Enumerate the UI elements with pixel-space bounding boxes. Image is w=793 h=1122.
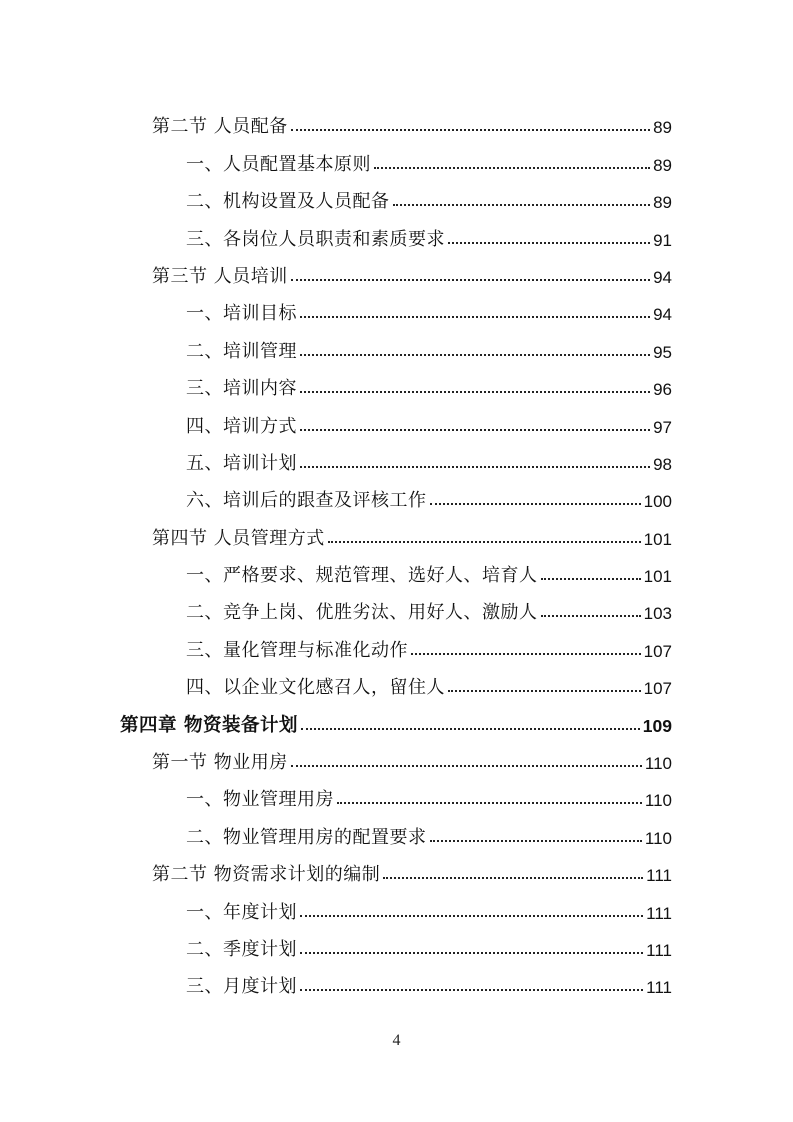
toc-entry-title: 一、严格要求、规范管理、选好人、培育人 bbox=[186, 565, 538, 587]
toc-entry-page: 111 bbox=[646, 978, 672, 998]
dot-leader bbox=[448, 690, 641, 692]
dot-leader bbox=[300, 354, 650, 356]
toc-entry-page: 89 bbox=[653, 155, 672, 175]
toc-entry-title: 一、人员配置基本原则 bbox=[186, 153, 371, 175]
toc-entry[interactable] bbox=[120, 737, 672, 774]
toc-entry[interactable] bbox=[120, 849, 672, 886]
toc-entry-page: 103 bbox=[643, 604, 672, 624]
toc-entry-page: 98 bbox=[653, 454, 672, 474]
dot-leader bbox=[448, 242, 650, 244]
toc-entry-page: 101 bbox=[643, 529, 672, 549]
toc-entry[interactable] bbox=[120, 774, 672, 811]
toc-entry-page: 100 bbox=[643, 492, 672, 512]
toc-entry[interactable] bbox=[120, 176, 672, 213]
toc-entry-title: 六、培训后的跟查及评核工作 bbox=[186, 490, 427, 512]
toc-entry-title: 四、以企业文化感召人，留住人 bbox=[186, 677, 445, 699]
toc-entry-title: 一、年度计划 bbox=[186, 901, 297, 923]
toc-entry-page: 111 bbox=[646, 940, 672, 960]
toc-entry-title: 二、竞争上岗、优胜劣汰、用好人、激励人 bbox=[186, 602, 538, 624]
toc-entry[interactable] bbox=[120, 924, 672, 961]
dot-leader bbox=[300, 989, 643, 991]
toc-entry[interactable] bbox=[120, 475, 672, 512]
toc-entry[interactable] bbox=[120, 288, 672, 325]
dot-leader bbox=[300, 316, 650, 318]
toc-entry[interactable] bbox=[120, 699, 672, 736]
dot-leader bbox=[300, 952, 643, 954]
toc-entry-page: 110 bbox=[644, 791, 672, 811]
dot-leader bbox=[300, 915, 643, 917]
toc-entry-page: 110 bbox=[644, 754, 672, 774]
toc-entry[interactable] bbox=[120, 587, 672, 624]
toc-entry-title: 二、物业管理用房的配置要求 bbox=[186, 826, 427, 848]
toc-entry[interactable] bbox=[120, 363, 672, 400]
toc-entry-title: 一、培训目标 bbox=[186, 303, 297, 325]
toc-entry[interactable] bbox=[120, 325, 672, 362]
toc-entry[interactable] bbox=[120, 101, 672, 138]
toc-entry-page: 97 bbox=[653, 417, 672, 437]
dot-leader bbox=[541, 578, 641, 580]
dot-leader bbox=[337, 802, 642, 804]
toc-entry-page: 95 bbox=[653, 342, 672, 362]
toc-entry-page: 94 bbox=[653, 267, 672, 287]
toc-entry-page: 110 bbox=[644, 828, 672, 848]
toc-entry-title: 第二节 物资需求计划的编制 bbox=[152, 864, 381, 886]
toc-entry-title: 四、培训方式 bbox=[186, 415, 297, 437]
toc-entry-title: 三、各岗位人员职责和素质要求 bbox=[186, 228, 445, 250]
toc-entry-title: 二、培训管理 bbox=[186, 340, 297, 362]
toc-entry-page: 96 bbox=[653, 380, 672, 400]
toc-entry-page: 111 bbox=[646, 866, 672, 886]
dot-leader bbox=[430, 503, 641, 505]
toc-entry-page: 101 bbox=[643, 567, 672, 587]
toc-entry[interactable] bbox=[120, 624, 672, 661]
dot-leader bbox=[374, 167, 650, 169]
page-number: 4 bbox=[392, 1032, 401, 1049]
dot-leader bbox=[411, 653, 641, 655]
dot-leader bbox=[301, 728, 640, 730]
toc-entry-title: 三、月度计划 bbox=[186, 976, 297, 998]
toc-entry-page: 107 bbox=[643, 679, 672, 699]
toc-entry-page: 91 bbox=[653, 230, 672, 250]
toc-entry-title: 三、量化管理与标准化动作 bbox=[186, 639, 408, 661]
toc-entry[interactable] bbox=[120, 251, 672, 288]
dot-leader bbox=[300, 466, 650, 468]
toc-entry-title: 一、物业管理用房 bbox=[186, 789, 334, 811]
dot-leader bbox=[291, 129, 650, 131]
toc-entry-title: 第四章 物资装备计划 bbox=[120, 714, 298, 736]
dot-leader bbox=[393, 204, 651, 206]
dot-leader bbox=[430, 840, 642, 842]
toc-entry-title: 第四节 人员管理方式 bbox=[152, 527, 325, 549]
toc-entry-page: 109 bbox=[642, 715, 672, 736]
dot-leader bbox=[291, 765, 642, 767]
table-of-contents bbox=[120, 101, 672, 998]
toc-entry[interactable] bbox=[120, 138, 672, 175]
dot-leader bbox=[383, 877, 643, 879]
toc-entry-title: 三、培训内容 bbox=[186, 378, 297, 400]
dot-leader bbox=[300, 429, 650, 431]
toc-entry[interactable] bbox=[120, 400, 672, 437]
dot-leader bbox=[541, 615, 641, 617]
toc-entry-title: 第一节 物业用房 bbox=[152, 752, 288, 774]
toc-entry-title: 第三节 人员培训 bbox=[152, 265, 288, 287]
toc-entry[interactable] bbox=[120, 438, 672, 475]
toc-entry[interactable] bbox=[120, 512, 672, 549]
toc-entry-title: 第二节 人员配备 bbox=[152, 116, 288, 138]
toc-entry-title: 五、培训计划 bbox=[186, 452, 297, 474]
dot-leader bbox=[328, 541, 641, 543]
dot-leader bbox=[291, 279, 650, 281]
toc-entry-title: 二、机构设置及人员配备 bbox=[186, 191, 390, 213]
toc-entry[interactable] bbox=[120, 811, 672, 848]
toc-entry[interactable] bbox=[120, 886, 672, 923]
dot-leader bbox=[300, 391, 650, 393]
toc-entry[interactable] bbox=[120, 961, 672, 998]
toc-entry-page: 107 bbox=[643, 641, 672, 661]
toc-entry-page: 94 bbox=[653, 305, 672, 325]
toc-entry-page: 89 bbox=[653, 118, 672, 138]
toc-entry[interactable] bbox=[120, 662, 672, 699]
toc-entry-page: 89 bbox=[653, 193, 672, 213]
toc-entry[interactable] bbox=[120, 550, 672, 587]
toc-entry[interactable] bbox=[120, 213, 672, 250]
toc-entry-title: 二、季度计划 bbox=[186, 938, 297, 960]
toc-entry-page: 111 bbox=[646, 903, 672, 923]
